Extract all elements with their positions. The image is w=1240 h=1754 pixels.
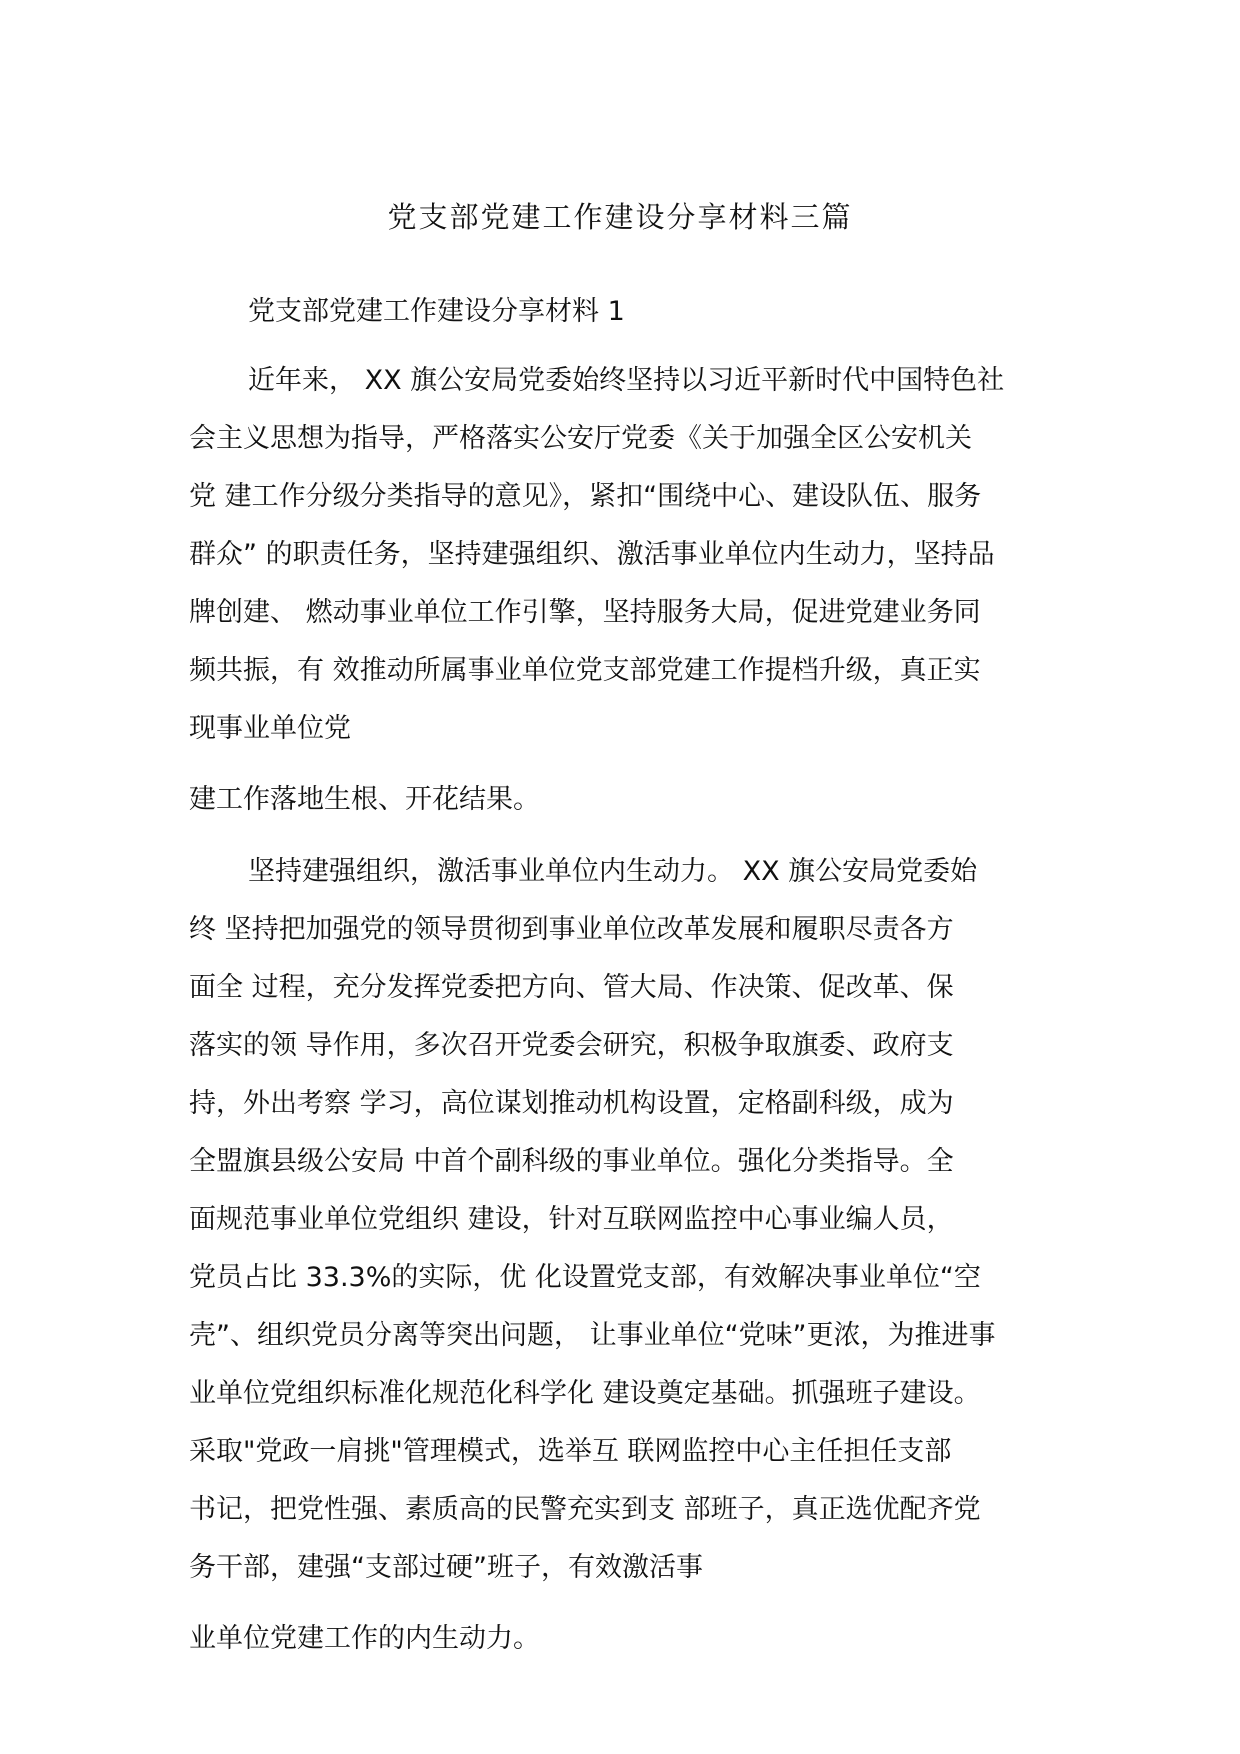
paragraph-line: 终 坚持把加强党的领导贯彻到事业单位改革发展和履职尽责各方 <box>189 914 954 945</box>
paragraph-line: 持，外出考察 学习，高位谋划推动机构设置，定格副科级，成为 <box>189 1088 954 1119</box>
paragraph-line: 群众” 的职责任务，坚持建强组织、激活事业单位内生动力，坚持品 <box>189 539 995 570</box>
paragraph-line: 面全 过程，充分发挥党委把方向、管大局、作决策、促改革、保 <box>189 972 954 1003</box>
paragraph-line: 党员占比 33.3%的实际，优 化设置党支部，有效解决事业单位“空 <box>189 1262 981 1293</box>
paragraph-line: 坚持建强组织，激活事业单位内生动力。 XX 旗公安局党委始 <box>248 856 978 887</box>
paragraph-line: 党 建工作分级分类指导的意见》，紧扣“围绕中心、建设队伍、服务 <box>189 481 982 512</box>
paragraph-line: 业单位党组织标准化规范化科学化 建设奠定基础。抓强班子建设。 <box>189 1378 981 1409</box>
paragraph-line: 业单位党建工作的内生动力。 <box>189 1623 540 1654</box>
paragraph-line: 务干部，建强“支部过硬”班子，有效激活事 <box>189 1552 703 1583</box>
paragraph-line: 频共振，有 效推动所属事业单位党支部党建工作提档升级，真正实 <box>189 655 981 686</box>
paragraph-line: 牌创建、 燃动事业单位工作引擎，坚持服务大局，促进党建业务同 <box>189 597 981 628</box>
section-heading: 党支部党建工作建设分享材料 1 <box>248 296 625 327</box>
document-title: 党支部党建工作建设分享材料三篇 <box>387 200 853 234</box>
paragraph-line: 近年来， XX 旗公安局党委始终坚持以习近平新时代中国特色社 <box>248 365 1005 396</box>
paragraph-line: 现事业单位党 <box>189 713 351 744</box>
paragraph-line: 会主义思想为指导，严格落实公安厅党委《关于加强全区公安机关 <box>189 423 972 454</box>
paragraph-line: 壳”、组织党员分离等突出问题， 让事业单位“党味”更浓，为推进事 <box>189 1320 996 1351</box>
paragraph-line: 落实的领 导作用，多次召开党委会研究，积极争取旗委、政府支 <box>189 1030 954 1061</box>
paragraph-line: 书记，把党性强、素质高的民警充实到支 部班子，真正选优配齐党 <box>189 1494 981 1525</box>
paragraph-line: 全盟旗县级公安局 中首个副科级的事业单位。强化分类指导。全 <box>189 1146 954 1177</box>
paragraph-line: 建工作落地生根、开花结果。 <box>189 784 540 815</box>
paragraph-line: 面规范事业单位党组织 建设，针对互联网监控中心事业编人员， <box>189 1204 954 1235</box>
paragraph-line: 采取"党政一肩挑"管理模式，选举互 联网监控中心主任担任支部 <box>189 1436 952 1467</box>
